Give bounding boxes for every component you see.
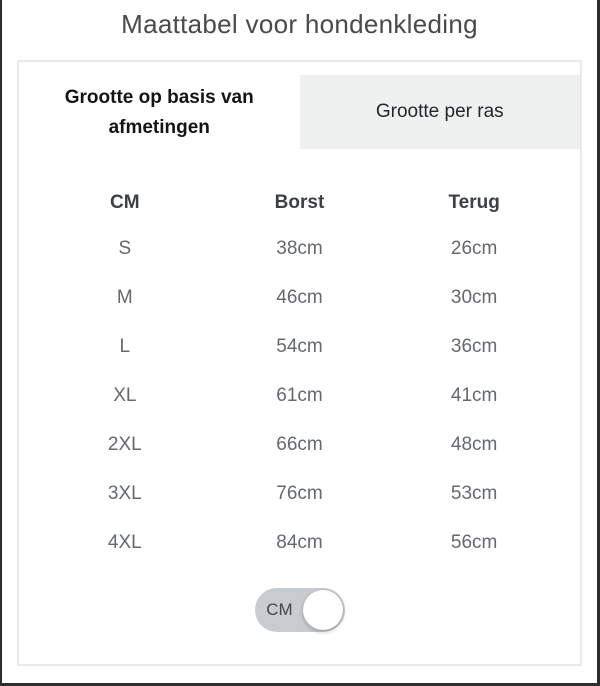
- size-cell: XL: [113, 384, 137, 406]
- size-cell: 4XL: [107, 531, 142, 553]
- table-row: [38, 469, 562, 518]
- column-header-back: Terug: [448, 192, 500, 213]
- tab-size-by-measurements-label-line1: Grootte op basis van: [64, 87, 254, 108]
- table-row: [38, 371, 562, 420]
- tab-size-by-breed[interactable]: [300, 75, 581, 149]
- tab-size-by-measurements[interactable]: [19, 62, 300, 154]
- back-cell: 53cm: [450, 482, 498, 504]
- size-chart-card: [17, 60, 582, 666]
- chest-cell: 61cm: [276, 384, 323, 406]
- column-header-size: CM: [110, 192, 140, 213]
- table-row: [38, 224, 562, 273]
- back-cell: 41cm: [450, 384, 498, 406]
- table-row: [38, 518, 562, 567]
- unit-toggle[interactable]: [255, 588, 345, 632]
- back-cell: 26cm: [450, 237, 498, 259]
- toggle-row: [19, 588, 580, 632]
- size-cell: M: [116, 286, 133, 308]
- size-cell: L: [119, 335, 131, 357]
- table-header-row: [38, 182, 562, 224]
- table-row: [38, 273, 562, 322]
- chest-cell: 46cm: [276, 286, 323, 308]
- chest-cell: 76cm: [276, 482, 323, 504]
- page-title: Maattabel voor hondenkleding: [121, 9, 478, 39]
- unit-toggle-label: CM: [266, 600, 293, 619]
- size-cell: 3XL: [107, 482, 142, 504]
- chest-cell: 66cm: [276, 433, 323, 455]
- tab-size-by-breed-label: Grootte per ras: [375, 101, 504, 122]
- back-cell: 56cm: [450, 531, 498, 553]
- back-cell: 30cm: [450, 286, 498, 308]
- size-cell: 2XL: [107, 433, 142, 455]
- size-cell: S: [118, 237, 132, 259]
- chest-cell: 84cm: [276, 531, 323, 553]
- chest-cell: 38cm: [276, 237, 323, 259]
- table-row: [38, 322, 562, 371]
- chest-cell: 54cm: [276, 335, 323, 357]
- tab-bar: [19, 62, 580, 154]
- size-table: [38, 182, 562, 567]
- back-cell: 36cm: [450, 335, 498, 357]
- table-row: [38, 420, 562, 469]
- toggle-knob: [303, 590, 343, 630]
- tab-size-by-measurements-label-line2: afmetingen: [108, 117, 210, 138]
- column-header-chest: Borst: [274, 192, 325, 213]
- back-cell: 48cm: [450, 433, 498, 455]
